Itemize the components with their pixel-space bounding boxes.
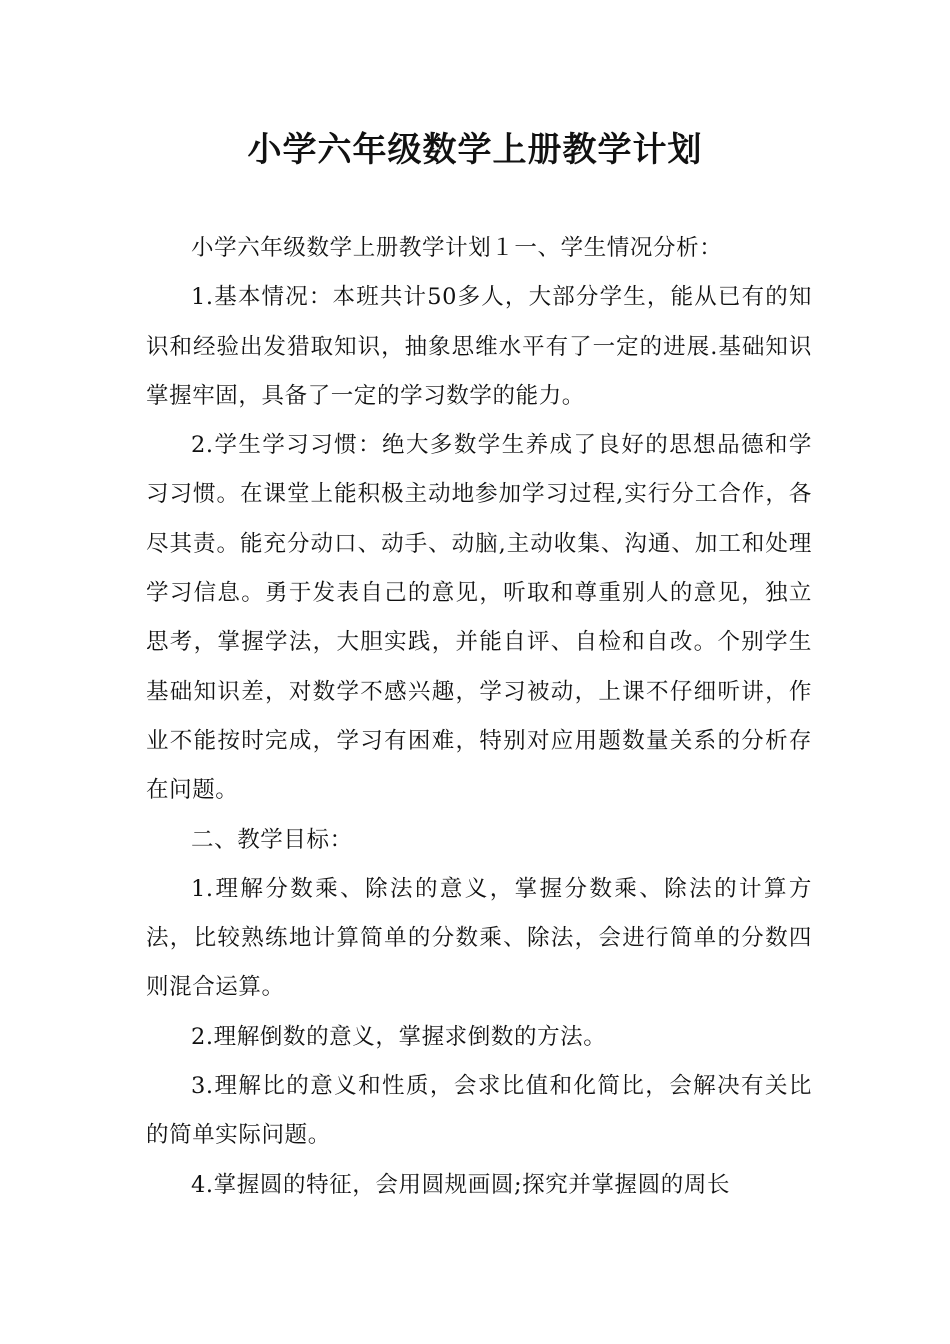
paragraph-intro: 小学六年级数学上册教学计划１一、学生情况分析：: [191, 235, 723, 261]
paragraph-goal-1: 1.理解分数乘、除法的意义，掌握分数乘、除法的计算方法，比较熟练地计算简单的分数乘、除法，会进行简单的分数四则混合运算。: [146, 875, 812, 1001]
paragraph-goal-3: 3.理解比的意义和性质，会求比值和化简比，会解决有关比的简单实际问题。: [146, 1073, 812, 1149]
paragraph-goal-4: 4.掌握圆的特征，会用圆规画圆;探究并掌握圆的周长: [191, 1171, 731, 1198]
paragraph-study-habits: 2.学生学习习惯：绝大多数学生养成了良好的思想品德和学习习惯。在课堂上能积极主动地参加学习过程,实行分工合作，各尽其责。能充分动口、动手、动脑,主动收集、沟通、加工和处理学习信息。勇于发表自己的意见，听取和尊重别人的意见，独立思考，掌握学法，大胆实践，并能自评、自检和自改。个别学生基础知识差，对数学不感兴趣，学习被动，上课不仔细听讲，作业不能按时完成，学习有困难，特别对应用题数量关系的分析存在问题。: [146, 432, 812, 804]
paragraph-goal-2: 2.理解倒数的意义，掌握求倒数的方法。: [191, 1023, 607, 1050]
document-title: 小学六年级数学上册教学计划: [247, 130, 703, 170]
document-body: [146, 224, 812, 1210]
section-heading-goals: 二、教学目标：: [191, 826, 353, 853]
paragraph-basic-situation: 1.基本情况：本班共计50多人，大部分学生，能从已有的知识和经验出发猎取知识，抽象思维水平有了一定的进展.基础知识掌握牢固，具备了一定的学习数学的能力。: [146, 284, 812, 409]
